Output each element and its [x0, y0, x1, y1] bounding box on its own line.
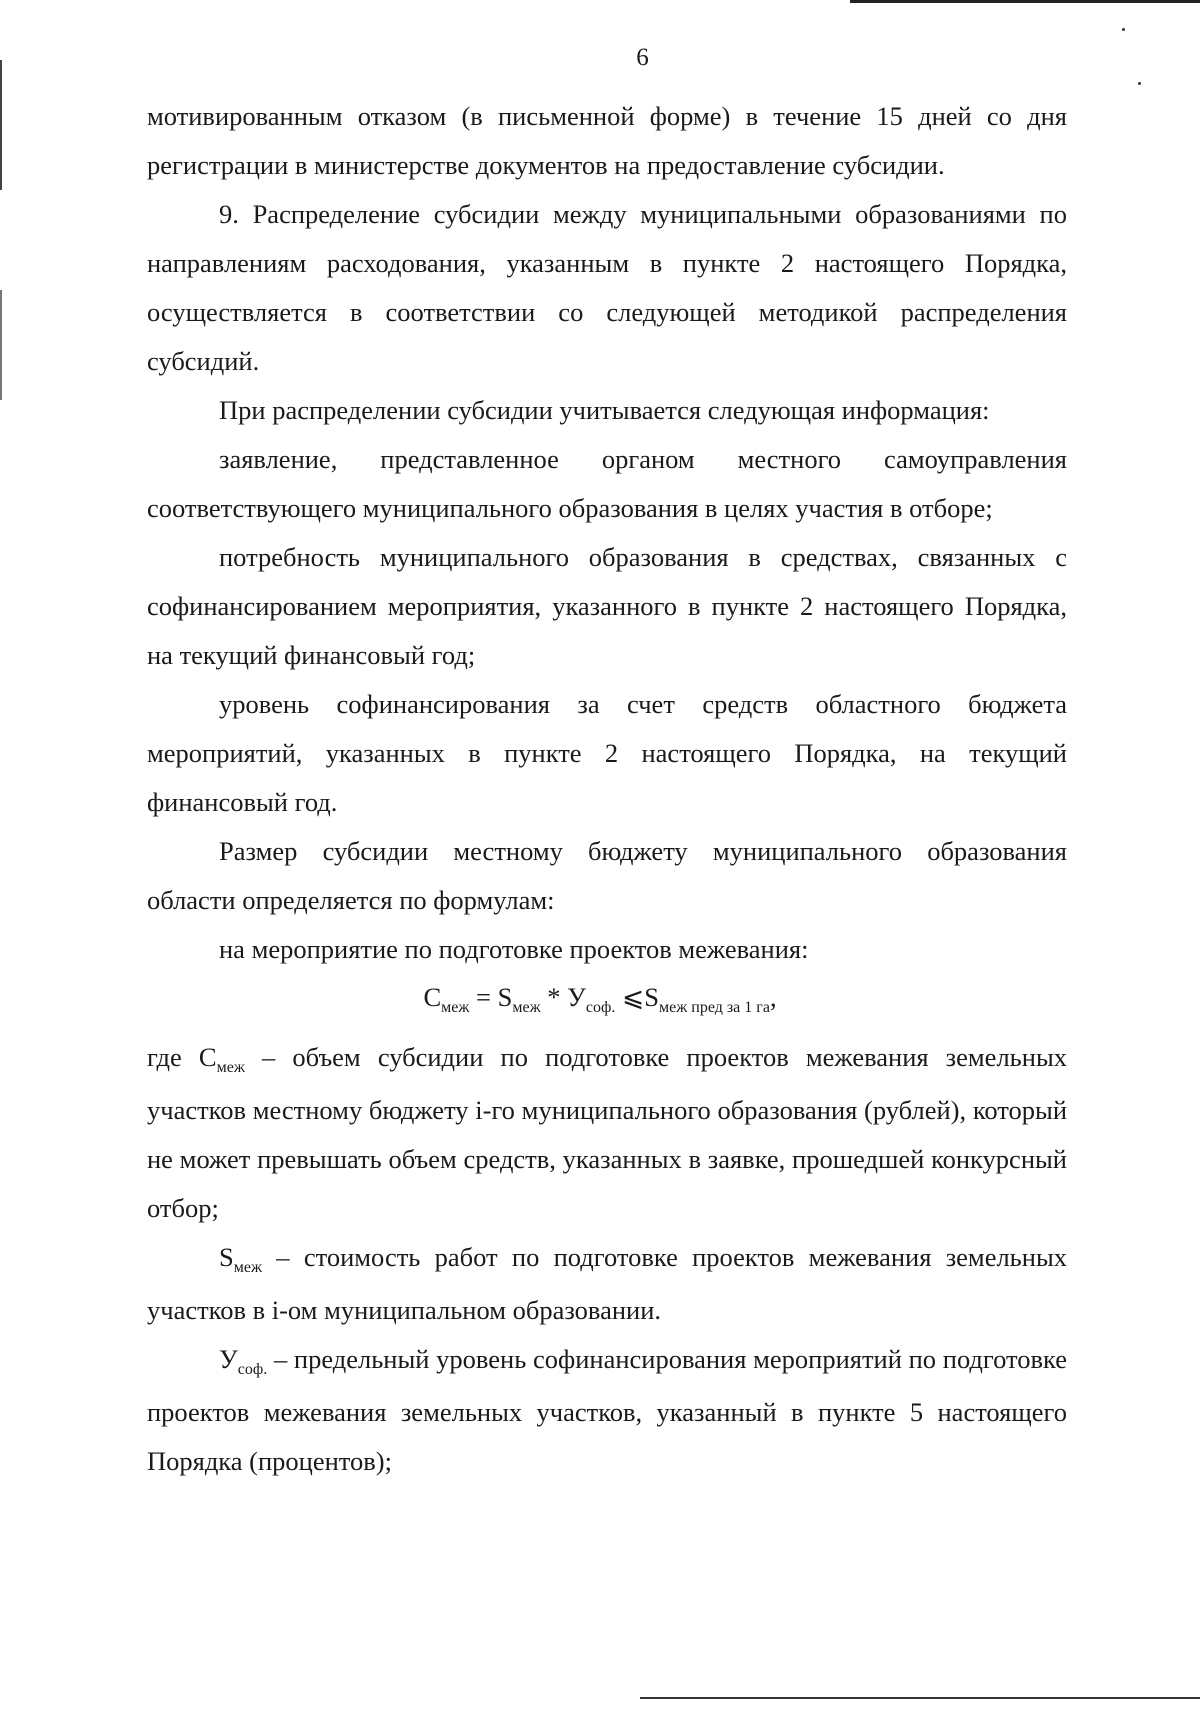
paragraph-cofinancing-level: уровень софинансирования за счет средств областного бюджета мероприятий, указанных в пункте 2 настоящего Порядка, на текущий финансовый год. — [147, 689, 1067, 817]
paragraph-application: заявление, представленное органом местного самоуправления соответствующего муниципального образования в целях участия в отборе; — [147, 444, 1067, 523]
scan-speck — [1122, 28, 1125, 31]
formula-s2: S — [644, 982, 659, 1012]
scan-speck — [1138, 82, 1141, 85]
scan-border-top — [850, 0, 1200, 3]
scan-border-left-lower — [0, 290, 2, 400]
definition-symbol-subscript: соф. — [237, 1361, 268, 1378]
paragraph-info-intro: При распределении субсидии учитывается следующая информация: — [219, 395, 990, 425]
definition-symbol-subscript: меж — [233, 1259, 263, 1276]
definitions — [147, 1033, 1067, 1486]
paragraph-need: потребность муниципального образования в средствах, связанных с софинансированием мероприятия, указанного в пункте 2 настоящего Порядка, на текущий финансовый год; — [147, 542, 1067, 670]
formula-end: , — [769, 982, 777, 1012]
definition-c — [147, 1033, 1067, 1233]
paragraph-item-9: 9. Распределение субсидии между муниципальными образованиями по направлениям расходования, указанным в пункте 2 настоящего Порядка, осуществляется в соответствии со следующей методикой распределения субсидий. — [147, 199, 1067, 376]
formula-c: С — [423, 982, 442, 1012]
formula-s2-subscript: меж пред за 1 га — [658, 999, 770, 1016]
scan-border-bottom — [640, 1697, 1200, 1699]
definition-lead: где — [147, 1042, 199, 1072]
definition-symbol: S — [219, 1242, 234, 1272]
formula-s-subscript: меж — [512, 999, 541, 1016]
paragraph-event: на мероприятие по подготовке проектов межевания: — [219, 934, 809, 964]
formula-c-subscript: меж — [441, 999, 470, 1016]
definition-symbol-subscript: меж — [216, 1059, 245, 1076]
formula-u: У — [567, 982, 586, 1012]
body-text-top — [147, 92, 1067, 974]
definition-text: – стоимость работ по подготовке проектов межевания земельных участков в i-ом муниципальном образовании. — [147, 1242, 1067, 1325]
formula — [0, 982, 1200, 1016]
scan-border-left — [0, 60, 2, 190]
formula-multiply: * — [540, 982, 568, 1012]
definition-u — [147, 1335, 1067, 1486]
formula-s: S — [497, 982, 513, 1012]
definition-s — [147, 1233, 1067, 1335]
formula-leq: ⩽ — [615, 982, 645, 1012]
formula-equals: = — [469, 982, 498, 1012]
definition-text: – объем субсидии по подготовке проектов межевания земельных участков местному бюджету i-го муниципального образования (рублей), который не может превышать объем средств, указанных в заявке, прошедшей конкурсный отбор; — [147, 1042, 1067, 1223]
definition-symbol: С — [198, 1042, 217, 1072]
definition-text: – предельный уровень софинансирования мероприятий по подготовке проектов межевания земельных участков, указанный в пункте 5 настоящего Порядка (процентов); — [147, 1344, 1067, 1476]
page-number: 6 — [636, 44, 649, 71]
paragraph-continuation: мотивированным отказом (в письменной форме) в течение 15 дней со дня регистрации в министерстве документов на предоставление субсидии. — [147, 101, 1067, 180]
formula-u-subscript: соф. — [585, 999, 616, 1016]
paragraph-subsidy-size: Размер субсидии местному бюджету муниципального образования области определяется по формулам: — [147, 836, 1067, 915]
definition-symbol: У — [219, 1344, 238, 1374]
